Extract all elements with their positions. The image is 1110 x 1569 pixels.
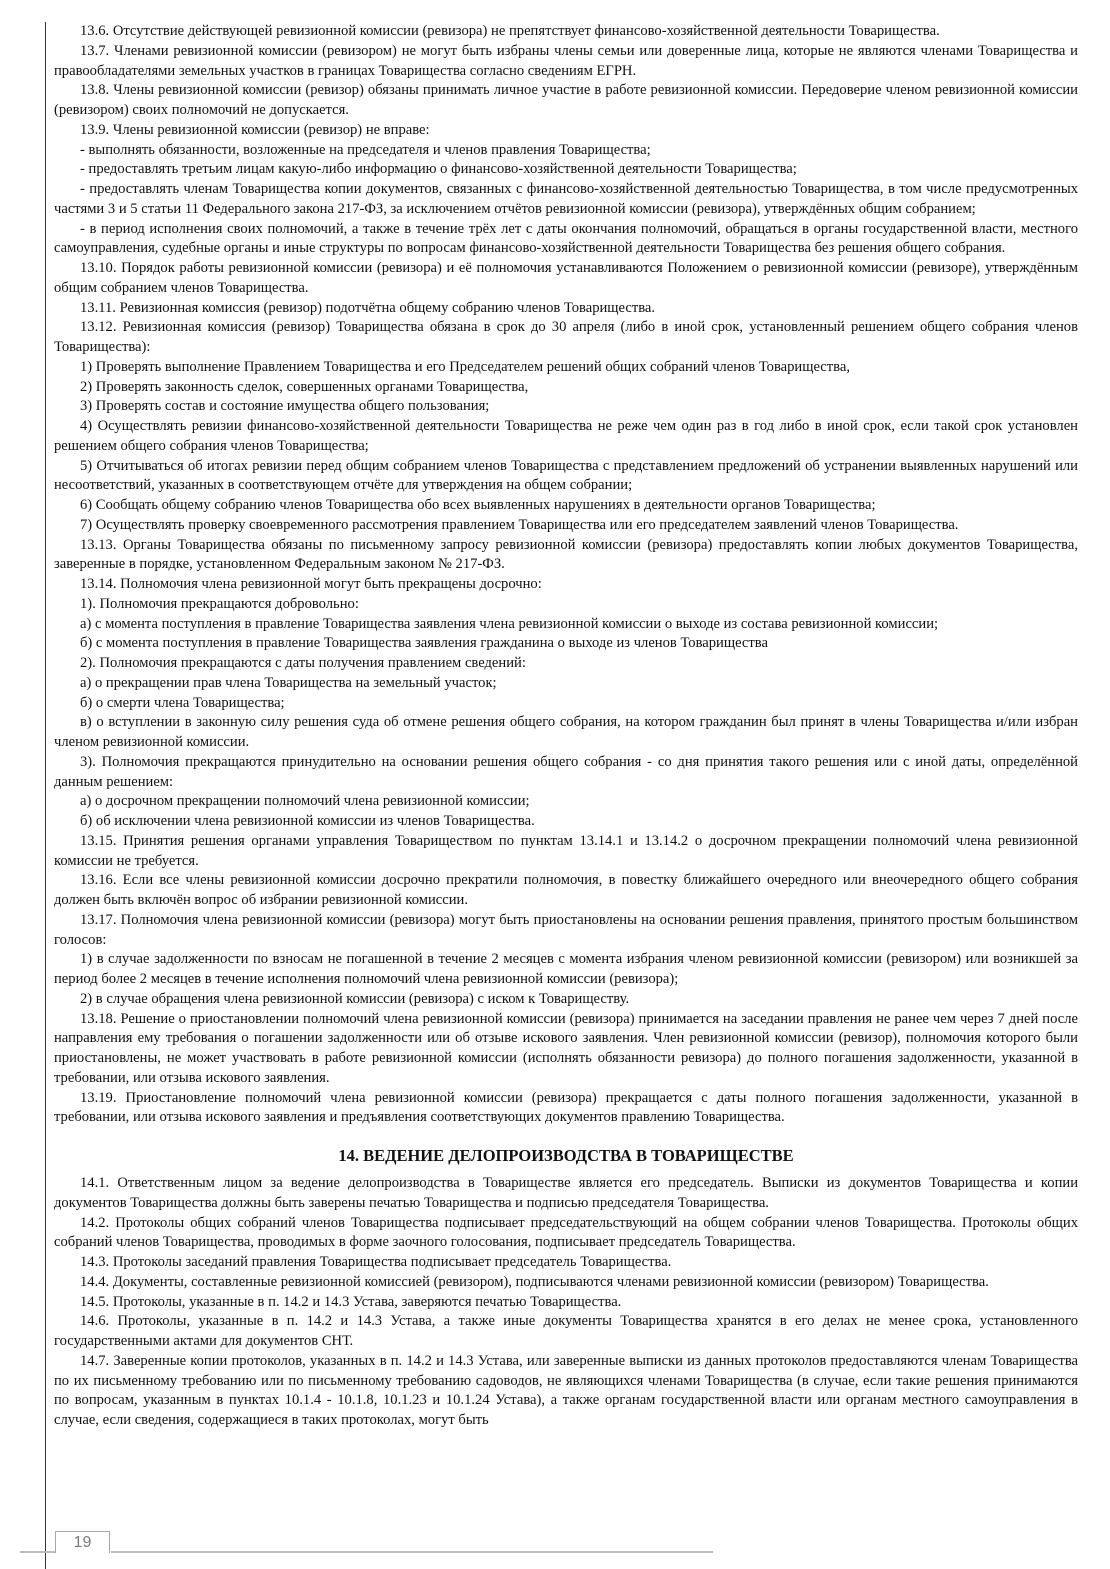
paragraph: - предоставлять третьим лицам какую-либо информацию о финансово-хозяйственной деятельности Товарищества; — [80, 161, 797, 178]
paragraph: 14.3. Протоколы заседаний правления Товарищества подписывает председатель Товарищества. — [80, 1254, 672, 1270]
paragraph: б) о смерти члена Товарищества; — [80, 694, 285, 711]
paragraph: в) о вступлении в законную силу решения суда об отмене решения общего собрания, на котором гражданин был принят в члены Товарищества и/или избран членом ревизионной комиссии. — [54, 714, 1078, 750]
paragraph: 13.11. Ревизионная комиссия (ревизор) подотчётна общему собранию членов Товарищества. — [80, 299, 656, 316]
section-13-content — [54, 22, 1078, 1128]
paragraph: - предоставлять членам Товарищества копии документов, связанных с финансово-хозяйственной деятельностью Товарищества, в том числе предусмотренных частями 3 и 5 статьи 11 Федерального закона 217-ФЗ, за исключением отчётов ревизионной комиссии (ревизора), утверждённых общим собранием; — [54, 181, 1078, 217]
paragraph: 13.6. Отсутствие действующей ревизионной комиссии (ревизора) не препятствует финансово-хозяйственной деятельности Товарищества. — [80, 23, 940, 39]
paragraph: 13.15. Принятия решения органами управления Товариществом по пунктам 13.14.1 и 13.14.2 о досрочном прекращении полномочий члена ревизионной комиссии не требуется. — [54, 832, 1078, 869]
paragraph: 3). Полномочия прекращаются принудительно на основании решения общего собрания - со дня принятия такого решения или с иной даты, определённой данным решением: — [54, 753, 1078, 790]
paragraph: - выполнять обязанности, возложенные на председателя и членов правления Товарищества; — [80, 141, 651, 158]
section-14-content — [54, 1174, 1078, 1431]
paragraph: 2). Полномочия прекращаются с даты получения правлением сведений: — [80, 655, 526, 671]
paragraph: 14.6. Протоколы, указанные в п. 14.2 и 14.3 Устава, а также иные документы Товарищества хранятся в его делах не менее срока, установленного государственными актами для документов СНТ. — [54, 1313, 1078, 1349]
paragraph: а) с момента поступления в правление Товарищества заявления члена ревизионной комиссии о выходе из состава ревизионной комиссии; — [80, 615, 939, 632]
paragraph: 13.8. Члены ревизионной комиссии (ревизор) обязаны принимать личное участие в работе ревизионной комиссии. Передоверие членом ревизионной комиссии (ревизором) своих полномочий не допускается. — [54, 82, 1078, 118]
paragraph: 4) Осуществлять ревизии финансово-хозяйственной деятельности Товарищества не реже чем один раз в год либо в иной срок, если такой срок установлен решением общего собрания членов Товарищества; — [54, 418, 1078, 454]
page-number-tab — [55, 1531, 110, 1553]
paragraph: 13.19. Приостановление полномочий члена ревизионной комиссии (ревизора) прекращается с даты полного погашения задолженности, указанной в требовании, или отзыва искового заявления и предъявления соответствующих документов правлению Товарищества. — [54, 1089, 1078, 1126]
paragraph: 14.7. Заверенные копии протоколов, указанных в п. 14.2 и 14.3 Устава, или заверенные выписки из данных протоколов предоставляются членам Товарищества по их письменному требованию или по письменному требованию садоводов, не являющихся членами Товарищества (в случае, если такие решения принимаются по вопросам, указанным в пунктах 10.1.4 - 10.1.8, 10.1.23 и 10.1.24 Устава), а также органам государственной власти или органам местного самоуправления в случае, если сведения, содержащиеся в таких протоколах, могут быть — [54, 1352, 1078, 1428]
paragraph: б) об исключении члена ревизионной комиссии из членов Товарищества. — [80, 813, 535, 829]
paragraph: а) о прекращении прав члена Товарищества на земельный участок; — [80, 674, 497, 691]
paragraph: 1) Проверять выполнение Правлением Товарищества и его Председателем решений общих собраний членов Товарищества, — [80, 358, 850, 375]
paragraph: 5) Отчитываться об итогах ревизии перед общим собранием членов Товарищества с представлением предложений об устранении выявленных нарушений или несоответствий, указанных в соответствующем отчёте для утверждения на общем собрании; — [54, 457, 1078, 494]
page-number: 19 — [73, 1534, 92, 1551]
paragraph: 13.10. Порядок работы ревизионной комиссии (ревизора) и её полномочия устанавливаются Положением о ревизионной комиссии (ревизоре), утверждённым общим собранием членов Товарищества. — [54, 260, 1078, 296]
document-body — [54, 22, 1078, 1431]
paragraph: б) с момента поступления в правление Товарищества заявления гражданина о выходе из членов Товарищества — [80, 635, 768, 652]
footer-rule-left — [20, 1551, 55, 1553]
paragraph: 13.17. Полномочия члена ревизионной комиссии (ревизора) могут быть приостановлены на основании решения правления, принятого простым большинством голосов: — [54, 911, 1078, 948]
paragraph: 14.2. Протоколы общих собраний членов Товарищества подписывает председательствующий на общем собрании членов Товарищества. Протоколы общих собраний членов Товарищества, проводимых в форме заочного голосования, подписывает председатель Товарищества. — [54, 1214, 1078, 1251]
paragraph: 13.16. Если все члены ревизионной комиссии досрочно прекратили полномочия, в повестку ближайшего очередного или внеочередного общего собрания должен быть включён вопрос об избрании ревизионной комиссии. — [54, 872, 1078, 908]
section-heading: 14. ВЕДЕНИЕ ДЕЛОПРОИЗВОДСТВА В ТОВАРИЩЕСТВЕ — [338, 1146, 794, 1165]
paragraph: 14.1. Ответственным лицом за ведение делопроизводства в Товариществе является его председатель. Выписки из документов Товарищества и копии документов Товарищества должны быть заверены печатью Товарищества и подписью председателя Товарищества. — [54, 1175, 1078, 1211]
paragraph: 13.18. Решение о приостановлении полномочий члена ревизионной комиссии (ревизора) принимается на заседании правления не ранее чем через 7 дней после направления ему требования о погашении задолженности или об отзыве искового заявления. Член ревизионной комиссии (ревизор), полномочия которого были приостановлены, не может участвовать в работе ревизионной комиссии (исполнять обязанности ревизора) до полного погашения задолженности, указанной в требовании, или отзыва искового заявления. — [54, 1010, 1078, 1086]
paragraph: 2) Проверять законность сделок, совершенных органами Товарищества, — [80, 378, 529, 395]
paragraph: 1). Полномочия прекращаются добровольно: — [80, 595, 359, 612]
paragraph: 13.14. Полномочия члена ревизионной могут быть прекращены досрочно: — [80, 576, 542, 592]
paragraph: - в период исполнения своих полномочий, а также в течение трёх лет с даты окончания полномочий, обращаться в органы государственной власти, местного самоуправления, судебные органы и иные структуры по вопросам финансово-хозяйственной деятельности Товарищества без решения общего собрания. — [54, 220, 1078, 257]
paragraph: 6) Сообщать общему собранию членов Товарищества обо всех выявленных нарушениях в деятельности органов Товарищества; — [80, 497, 876, 513]
paragraph: 3) Проверять состав и состояние имущества общего пользования; — [80, 398, 490, 415]
page-left-border — [45, 22, 46, 1569]
paragraph: 14.5. Протоколы, указанные в п. 14.2 и 14.3 Устава, заверяются печатью Товарищества. — [80, 1293, 622, 1310]
paragraph: а) о досрочном прекращении полномочий члена ревизионной комиссии; — [80, 793, 530, 810]
paragraph: 2) в случае обращения члена ревизионной комиссии (ревизора) с иском к Товариществу. — [80, 990, 630, 1007]
paragraph: 13.13. Органы Товарищества обязаны по письменному запросу ревизионной комиссии (ревизора) предоставлять копии любых документов Товарищества, заверенные в порядке, установленном Федеральным законом № 217-ФЗ. — [54, 536, 1078, 573]
paragraph: 1) в случае задолженности по взносам не погашенной в течение 2 месяцев с момента избрания членом ревизионной комиссии (ревизором) или возникшей за период более 2 месяцев в течение исполнения полномочий члена ревизионной комиссии (ревизора); — [54, 951, 1078, 987]
paragraph: 13.7. Членами ревизионной комиссии (ревизором) не могут быть избраны члены семьи или доверенные лица, которые не являются членами Товарищества и правообладателями земельных участков в границах Товарищества согласно сведениям ЕГРН. — [54, 42, 1078, 79]
paragraph: 13.9. Члены ревизионной комиссии (ревизор) не вправе: — [80, 121, 430, 138]
footer-rule-right — [111, 1551, 713, 1553]
paragraph: 7) Осуществлять проверку своевременного рассмотрения правлением Товарищества или его председателем заявлений членов Товарищества. — [80, 516, 959, 533]
paragraph: 14.4. Документы, составленные ревизионной комиссией (ревизором), подписываются членами ревизионной комиссии (ревизором) Товарищества. — [80, 1273, 989, 1290]
paragraph: 13.12. Ревизионная комиссия (ревизор) Товарищества обязана в срок до 30 апреля (либо в иной срок, установленный решением общего собрания членов Товарищества): — [54, 319, 1078, 355]
